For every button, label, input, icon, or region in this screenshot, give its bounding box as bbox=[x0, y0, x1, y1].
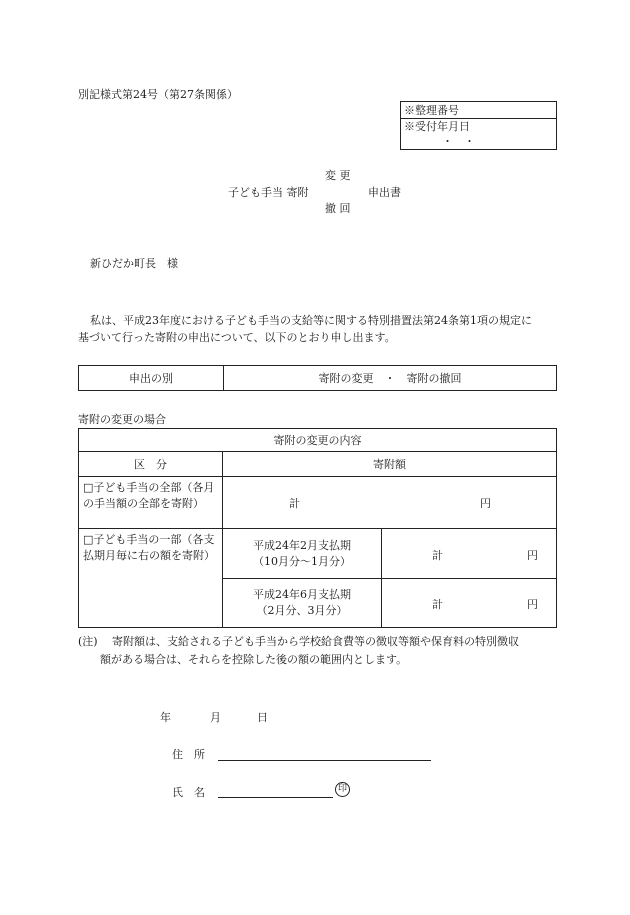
title-option-change: 変 更 bbox=[325, 169, 351, 182]
seal-mark: 印 bbox=[335, 782, 350, 797]
jun-total-label: 計 bbox=[432, 598, 443, 611]
note-line1: 寄附額は、支給される子ども手当から学校給食費等の徴収等額や保育料の特別徴収 bbox=[112, 635, 519, 648]
period-jun-amount bbox=[382, 579, 557, 628]
date-day-label: 日 bbox=[257, 711, 268, 724]
date-year-label: 年 bbox=[160, 711, 171, 724]
note-mark: (注) bbox=[78, 635, 98, 648]
name-input-line[interactable] bbox=[218, 797, 333, 798]
address-input-line[interactable] bbox=[218, 760, 431, 761]
period-feb-amount bbox=[382, 529, 557, 579]
jun-yen-label: 円 bbox=[527, 598, 538, 611]
received-date-field bbox=[401, 119, 557, 150]
feb-total-label: 計 bbox=[432, 549, 443, 562]
title-suffix: 申出書 bbox=[368, 186, 401, 199]
request-type-label: 申出の別 bbox=[79, 366, 224, 391]
received-date-label: ※受付年月日 bbox=[404, 120, 470, 133]
office-use-box bbox=[400, 101, 557, 150]
full-yen-label: 円 bbox=[480, 497, 491, 510]
partial-donation-option: □子ども手当の一部（各支払期月毎に右の額を寄附） bbox=[79, 529, 223, 628]
full-donation-option: □子ども手当の全部（各月の手当額の全部を寄附） bbox=[79, 477, 223, 529]
payment-period-jun bbox=[223, 579, 382, 628]
feb-yen-label: 円 bbox=[527, 549, 538, 562]
period-feb-line1: 平成24年2月支払期 bbox=[253, 538, 351, 552]
change-section-label: 寄附の変更の場合 bbox=[78, 413, 166, 426]
note-line2: 額がある場合は、それらを控除した後の額の範囲内とします。 bbox=[100, 653, 408, 666]
amount-column-header: 寄附額 bbox=[223, 452, 557, 477]
date-month-label: 月 bbox=[210, 711, 221, 724]
change-table-header: 寄附の変更の内容 bbox=[79, 429, 557, 452]
period-jun-line1: 平成24年6月支払期 bbox=[253, 588, 351, 601]
name-label: 氏 名 bbox=[172, 786, 205, 799]
request-type-table bbox=[78, 365, 557, 391]
title-option-withdraw: 撤 回 bbox=[325, 202, 351, 215]
address-label: 住 所 bbox=[172, 748, 205, 761]
category-column-header: 区 分 bbox=[79, 452, 223, 477]
body-text-line2: 基づいて行った寄附の申出について、以下のとおり申し出ます。 bbox=[78, 331, 396, 344]
serial-number-field: ※整理番号 bbox=[401, 102, 557, 119]
request-type-value: 寄附の変更 ・ 寄附の撤回 bbox=[224, 366, 557, 391]
period-feb-line2: （10月分～1月分） bbox=[253, 554, 351, 568]
payment-period-feb bbox=[223, 529, 382, 579]
change-content-table bbox=[78, 428, 557, 628]
form-number: 別記様式第24号（第27条関係） bbox=[78, 88, 238, 101]
full-total-label: 計 bbox=[289, 497, 300, 510]
period-jun-line2: （2月分、3月分） bbox=[256, 604, 348, 617]
body-text-line1: 私は、平成23年度における子ども手当の支給等に関する特別措置法第24条第1項の規定に bbox=[90, 314, 532, 327]
title-prefix: 子ども手当 寄附 bbox=[228, 186, 309, 199]
addressee: 新ひだか町長 様 bbox=[90, 257, 178, 270]
received-date-dots: ・ ・ bbox=[442, 135, 475, 148]
full-donation-amount bbox=[223, 477, 557, 529]
